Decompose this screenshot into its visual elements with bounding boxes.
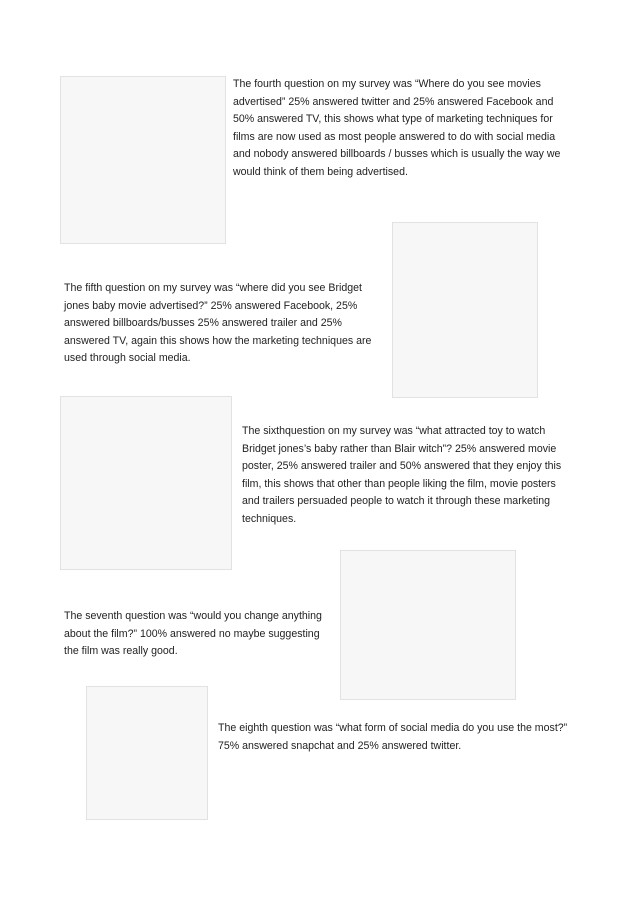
paragraph-q6: The sixthquestion on my survey was “what attracted toy to watch Bridget jones’s baby rather than Blair witch”? 25% answered movie poster, 25% answered trailer and 50% answered that they enjoy this film, this shows that other than people liking the film, movie posters and trailers persuaded people to watch it through these marketing techniques. [242, 425, 562, 525]
chart-svg-q5 [393, 223, 537, 397]
survey-chart-q4 [60, 76, 226, 244]
paragraph-q5: The fifth question on my survey was “where did you see Bridget jones baby movie advertised?” 25% answered Facebook, 25% answered billboards/busses 25% answered trailer and 25% answered TV, again this shows how the marketing techniques are used through social media. [64, 282, 372, 365]
chart-svg-q8 [87, 687, 207, 819]
survey-chart-q5 [392, 222, 538, 398]
survey-chart-q7 [340, 550, 516, 700]
paragraph-q4: The fourth question on my survey was “Where do you see movies advertised” 25% answered twitter and 25% answered Facebook and 50% answered TV, this shows what type of marketing techniques for films are now used as most people answered to do with social media and nobody answered billboards / busses which is usually the way we would think of them being advertised. [233, 78, 561, 178]
paragraph-q8: The eighth question was “what form of social media do you use the most?” 75% answered snapchat and 25% answered twitter. [218, 722, 568, 752]
chart-svg-q7 [341, 551, 515, 699]
chart-svg-q4 [61, 77, 225, 243]
survey-chart-q6 [60, 396, 232, 570]
paragraph-q7: The seventh question was “would you change anything about the film?” 100% answered no maybe suggesting the film was really good. [64, 610, 322, 658]
survey-chart-q8 [86, 686, 208, 820]
chart-svg-q6 [61, 397, 231, 569]
